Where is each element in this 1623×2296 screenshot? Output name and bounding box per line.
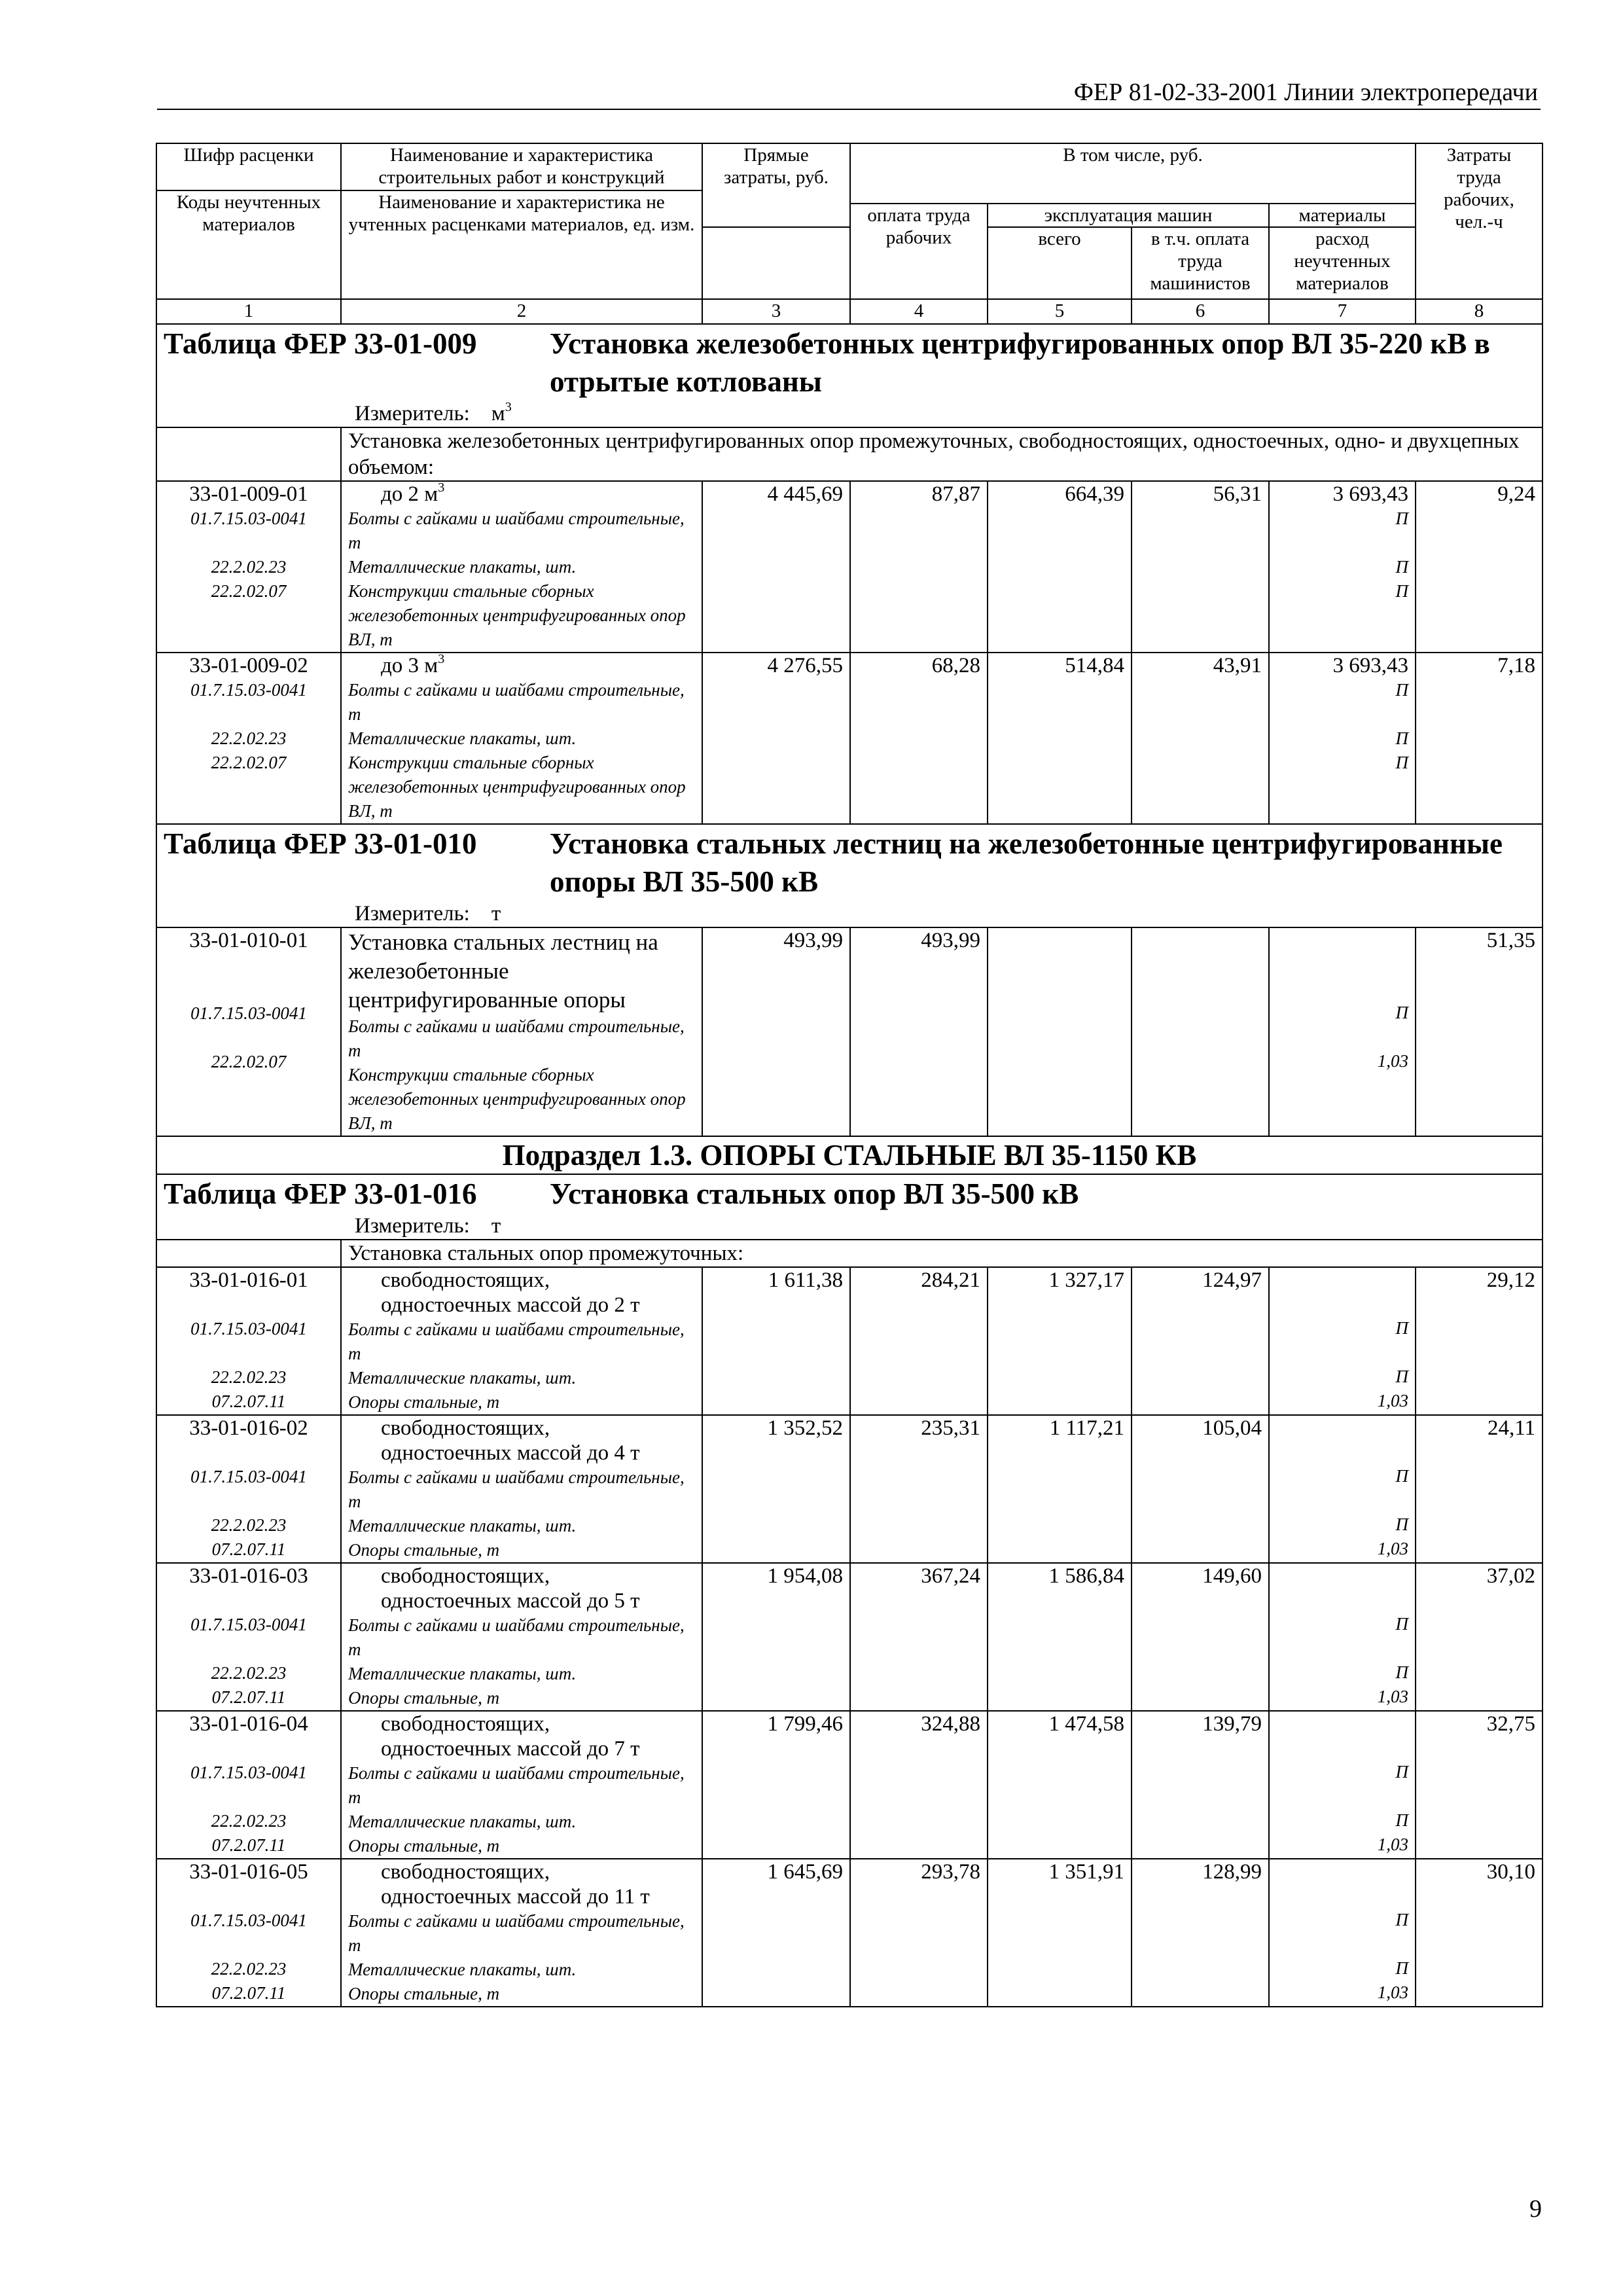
group-title: Установка стальных опор промежуточных: xyxy=(341,1240,1543,1267)
machinist-pay: 139,79 xyxy=(1132,1711,1269,1859)
measure-unit: т xyxy=(491,1214,501,1238)
material-value: П xyxy=(1395,680,1408,700)
col-number: 3 xyxy=(702,299,850,324)
measure-unit: т xyxy=(491,902,501,925)
subsection-title: Подраздел 1.3. ОПОРЫ СТАЛЬНЫЕ ВЛ 35-1150 КВ xyxy=(156,1136,1543,1174)
labor-hours: 24,11 xyxy=(1416,1415,1543,1563)
direct-cost: 1 611,38 xyxy=(702,1267,850,1415)
group-spacer xyxy=(156,427,341,481)
header-name-top: Наименование и характеристика строительных работ и конструкций xyxy=(341,143,702,190)
rate-name: свободностоящих, xyxy=(381,1860,550,1884)
header-labor-pay: оплата труда рабочих xyxy=(850,204,988,299)
machinist-pay: 43,91 xyxy=(1132,653,1269,824)
rate-name-cont: одностоечных массой до 2 т xyxy=(381,1293,640,1317)
measure-line xyxy=(164,901,1535,927)
table-code: Таблица ФЕР 33-01-016 xyxy=(164,1177,477,1210)
machine-cost: 1 474,58 xyxy=(988,1711,1132,1859)
material-code: 22.2.02.23 xyxy=(211,728,287,748)
labor-pay: 68,28 xyxy=(850,653,988,824)
material-name: Опоры стальные, т xyxy=(348,1392,500,1412)
machine-cost xyxy=(988,927,1132,1136)
material-cost: 3 693,43 xyxy=(1332,654,1408,677)
direct-cost: 4 445,69 xyxy=(702,481,850,653)
material-code: 01.7.15.03-0041 xyxy=(190,1319,307,1338)
header-direct-cont xyxy=(702,227,850,299)
machine-cost: 1 117,21 xyxy=(988,1415,1132,1563)
col-number: 6 xyxy=(1132,299,1269,324)
material-code: 07.2.07.11 xyxy=(211,1983,286,2003)
material-value: П xyxy=(1395,1810,1408,1830)
measure-label: Измеритель: xyxy=(355,1214,470,1238)
material-value: П xyxy=(1395,1662,1408,1682)
direct-cost: 1 954,08 xyxy=(702,1563,850,1711)
machinist-pay: 149,60 xyxy=(1132,1563,1269,1711)
material-code: 01.7.15.03-0041 xyxy=(190,1467,307,1486)
material-name: Болты с гайками и шайбами строительные, т xyxy=(348,1615,685,1659)
labor-pay: 284,21 xyxy=(850,1267,988,1415)
running-head: ФЕР 81-02-33-2001 Линии электропередачи xyxy=(1073,79,1538,106)
col-number: 1 xyxy=(156,299,341,324)
direct-cost: 1 645,69 xyxy=(702,1859,850,2007)
material-value: П xyxy=(1395,509,1408,528)
material-value: П xyxy=(1395,1762,1408,1782)
material-code: 01.7.15.03-0041 xyxy=(190,1615,307,1634)
material-name: Металлические плакаты, шт. xyxy=(348,1960,577,1979)
material-name: Металлические плакаты, шт. xyxy=(348,1812,577,1831)
rate-name: Установка стальных лестниц на железобетонные центрифугированные опоры xyxy=(348,929,658,1013)
header-code-top: Шифр расценки xyxy=(156,143,341,190)
rate-name: свободностоящих, xyxy=(381,1712,550,1736)
machinist-pay: 56,31 xyxy=(1132,481,1269,653)
measure-label: Измеритель: xyxy=(355,902,470,925)
rate-code: 33-01-016-04 xyxy=(189,1712,308,1736)
material-name: Опоры стальные, т xyxy=(348,1984,500,2003)
material-code: 07.2.07.11 xyxy=(211,1391,286,1411)
material-code: 22.2.02.07 xyxy=(211,1052,287,1071)
header-mat-unacc: расход неучтенных материалов xyxy=(1269,227,1416,299)
header-labor: Затраты труда рабочих, чел.-ч xyxy=(1416,143,1543,299)
direct-cost: 4 276,55 xyxy=(702,653,850,824)
page-number: 9 xyxy=(1529,2195,1542,2223)
material-code: 07.2.07.11 xyxy=(211,1539,286,1559)
rate-code: 33-01-010-01 xyxy=(189,929,308,952)
table-row xyxy=(156,481,1543,653)
material-code: 22.2.02.23 xyxy=(211,1515,287,1535)
rate-name: свободностоящих, xyxy=(381,1564,550,1588)
table-title-016 xyxy=(156,1174,1543,1240)
material-name: Опоры стальные, т xyxy=(348,1688,500,1708)
material-name: Металлические плакаты, шт. xyxy=(348,1368,577,1388)
material-value: П xyxy=(1395,557,1408,577)
direct-cost: 1 352,52 xyxy=(702,1415,850,1563)
material-value: П xyxy=(1395,1466,1408,1486)
material-value: П xyxy=(1395,1614,1408,1634)
material-value: П xyxy=(1395,581,1408,601)
material-name: Конструкции стальные сборных железобетонных центрифугированных опор ВЛ, т xyxy=(348,581,686,649)
material-name: Металлические плакаты, шт. xyxy=(348,1516,577,1535)
material-code: 01.7.15.03-0041 xyxy=(190,1910,307,1930)
measure-label: Измеритель: xyxy=(355,402,470,425)
rates-table xyxy=(156,143,1543,2007)
material-code: 22.2.02.07 xyxy=(211,581,287,601)
rate-name-cont: одностоечных массой до 11 т xyxy=(381,1885,650,1909)
table-row xyxy=(156,1267,1543,1415)
material-value: П xyxy=(1395,1958,1408,1978)
rate-name: свободностоящих, xyxy=(381,1268,550,1292)
material-name: Болты с гайками и шайбами строительные, т xyxy=(348,509,685,552)
machinist-pay xyxy=(1132,927,1269,1136)
table-title-010 xyxy=(156,824,1543,927)
material-value: 1,03 xyxy=(1377,1539,1408,1558)
col-number: 5 xyxy=(988,299,1132,324)
material-value: П xyxy=(1395,728,1408,748)
material-name: Металлические плакаты, шт. xyxy=(348,557,577,577)
labor-pay: 367,24 xyxy=(850,1563,988,1711)
material-value: П xyxy=(1395,1910,1408,1929)
material-name: Конструкции стальные сборных железобетонных центрифугированных опор ВЛ, т xyxy=(348,753,686,821)
material-value: П xyxy=(1395,753,1408,772)
rate-name: до 3 $м^3$ xyxy=(381,652,445,677)
labor-hours: 30,10 xyxy=(1416,1859,1543,2007)
machine-cost: 1 586,84 xyxy=(988,1563,1132,1711)
header-mach-pay: в т.ч. оплата труда машинистов xyxy=(1132,227,1269,299)
material-code: 22.2.02.23 xyxy=(211,1959,287,1979)
group-title: Установка железобетонных центрифугированных опор промежуточных, свободностоящих, одностоечных, одно- и двухцепных объемом: xyxy=(341,427,1543,481)
table-row xyxy=(156,1563,1543,1711)
material-value: 1,03 xyxy=(1377,1835,1408,1854)
col-number: 8 xyxy=(1416,299,1543,324)
table-name: Установка стальных опор ВЛ 35-500 кВ xyxy=(550,1177,1079,1210)
table-name: Установка железобетонных центрифугированных опор ВЛ 35-220 кВ в отрытые котлованы xyxy=(550,327,1490,398)
table-title-009 xyxy=(156,324,1543,427)
machinist-pay: 105,04 xyxy=(1132,1415,1269,1563)
col-number: 7 xyxy=(1269,299,1416,324)
material-value: 1,03 xyxy=(1377,1391,1408,1410)
table-row xyxy=(156,1859,1543,2007)
measure-line: Измеритель: $м^3$ xyxy=(355,400,512,425)
rate-code: 33-01-016-03 xyxy=(189,1564,308,1588)
header-machines: эксплуатация машин xyxy=(988,204,1269,227)
table-code: Таблица ФЕР 33-01-010 xyxy=(164,827,477,860)
material-code: 22.2.02.23 xyxy=(211,1811,287,1831)
material-code: 22.2.02.23 xyxy=(211,557,287,577)
material-name: Опоры стальные, т xyxy=(348,1540,500,1560)
machine-cost: 1 351,91 xyxy=(988,1859,1132,2007)
table-code: Таблица ФЕР 33-01-009 xyxy=(164,327,477,360)
material-code: 01.7.15.03-0041 xyxy=(190,509,307,528)
labor-pay: 293,78 xyxy=(850,1859,988,2007)
rate-name-cont: одностоечных массой до 4 т xyxy=(381,1441,640,1465)
header-materials: материалы xyxy=(1269,204,1416,227)
material-code: 22.2.02.07 xyxy=(211,753,287,772)
rate-code: 33-01-009-02 xyxy=(189,654,308,677)
col-number: 4 xyxy=(850,299,988,324)
machinist-pay: 124,97 xyxy=(1132,1267,1269,1415)
material-name: Болты с гайками и шайбами строительные, т xyxy=(348,1467,685,1511)
material-name: Болты с гайками и шайбами строительные, т xyxy=(348,680,685,724)
material-name: Металлические плакаты, шт. xyxy=(348,728,577,748)
material-name: Металлические плакаты, шт. xyxy=(348,1664,577,1683)
material-code: 22.2.02.23 xyxy=(211,1663,287,1683)
material-code: 01.7.15.03-0041 xyxy=(190,1003,307,1023)
material-value: П xyxy=(1395,1515,1408,1534)
material-value: 1,03 xyxy=(1377,1051,1408,1071)
header-mach-total: всего xyxy=(988,227,1132,299)
material-name: Болты с гайками и шайбами строительные, т xyxy=(348,1319,685,1363)
labor-pay: 493,99 xyxy=(850,927,988,1136)
material-value: П xyxy=(1395,1003,1408,1022)
labor-hours: 37,02 xyxy=(1416,1563,1543,1711)
measure-line xyxy=(164,1213,1535,1239)
material-name: Болты с гайками и шайбами строительные, т xyxy=(348,1911,685,1955)
material-code: 07.2.07.11 xyxy=(211,1835,286,1855)
machine-cost: 664,39 xyxy=(988,481,1132,653)
rate-code: 33-01-016-05 xyxy=(189,1860,308,1884)
rate-name: свободностоящих, xyxy=(381,1416,550,1440)
table-row xyxy=(156,1711,1543,1859)
table-name: Установка стальных лестниц на железобетонные центрифугированные опоры ВЛ 35-500 кВ xyxy=(550,827,1503,898)
machinist-pay: 128,99 xyxy=(1132,1859,1269,2007)
col-number: 2 xyxy=(341,299,702,324)
header-code-bottom: Коды неучтенных материалов xyxy=(156,190,341,299)
rate-name-cont: одностоечных массой до 7 т xyxy=(381,1737,640,1761)
material-code: 07.2.07.11 xyxy=(211,1687,286,1707)
header-name-bottom: Наименование и характеристика не учтенных расценками материалов, ед. изм. xyxy=(341,190,702,299)
labor-pay: 87,87 xyxy=(850,481,988,653)
labor-hours: 7,18 xyxy=(1416,653,1543,824)
material-name: Конструкции стальные сборных железобетонных центрифугированных опор ВЛ, т xyxy=(348,1065,686,1133)
material-code: 01.7.15.03-0041 xyxy=(190,680,307,700)
rate-code: 33-01-016-01 xyxy=(189,1268,308,1292)
rate-code: 33-01-016-02 xyxy=(189,1416,308,1440)
direct-cost: 1 799,46 xyxy=(702,1711,850,1859)
machine-cost: 1 327,17 xyxy=(988,1267,1132,1415)
labor-hours: 9,24 xyxy=(1416,481,1543,653)
rate-code: 33-01-009-01 xyxy=(189,482,308,506)
labor-pay: 324,88 xyxy=(850,1711,988,1859)
table-row xyxy=(156,927,1543,1136)
labor-hours: 29,12 xyxy=(1416,1267,1543,1415)
header-direct: Прямые затраты, руб. xyxy=(702,143,850,227)
labor-hours: 51,35 xyxy=(1416,927,1543,1136)
group-spacer xyxy=(156,1240,341,1267)
machine-cost: 514,84 xyxy=(988,653,1132,824)
labor-pay: 235,31 xyxy=(850,1415,988,1563)
table-row xyxy=(156,653,1543,824)
labor-hours: 32,75 xyxy=(1416,1711,1543,1859)
header-incl: В том числе, руб. xyxy=(850,143,1416,204)
header-rule xyxy=(157,109,1541,110)
material-name: Болты с гайками и шайбами строительные, т xyxy=(348,1016,685,1060)
material-name: Опоры стальные, т xyxy=(348,1836,500,1856)
material-value: П xyxy=(1395,1318,1408,1338)
material-code: 22.2.02.23 xyxy=(211,1367,287,1387)
material-value: 1,03 xyxy=(1377,1687,1408,1706)
material-code: 01.7.15.03-0041 xyxy=(190,1763,307,1782)
measure-unit: м xyxy=(491,402,505,425)
table-row xyxy=(156,1415,1543,1563)
material-cost: 3 693,43 xyxy=(1332,482,1408,506)
direct-cost: 493,99 xyxy=(702,927,850,1136)
material-value: 1,03 xyxy=(1377,1982,1408,2002)
rate-name-cont: одностоечных массой до 5 т xyxy=(381,1589,640,1613)
material-name: Болты с гайками и шайбами строительные, т xyxy=(348,1763,685,1807)
rate-name: до 2 $м^3$ xyxy=(381,480,445,506)
material-value: П xyxy=(1395,1367,1408,1386)
